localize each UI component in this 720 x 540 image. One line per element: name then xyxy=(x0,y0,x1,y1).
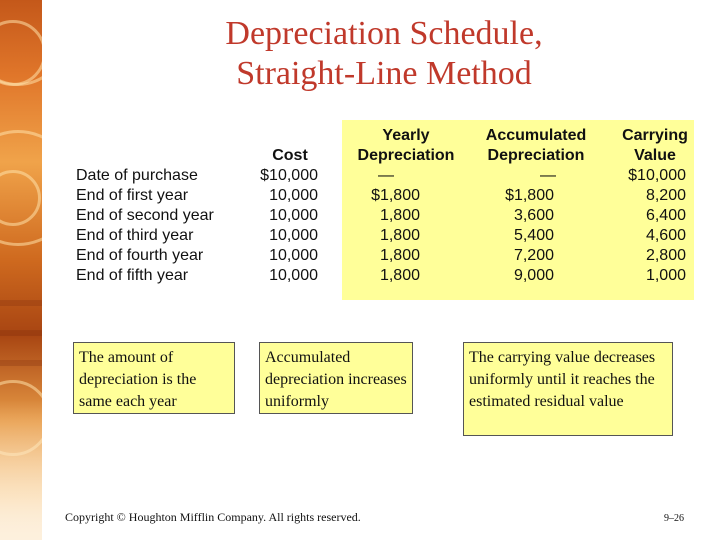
cell-yearly: 1,800 xyxy=(379,267,420,284)
header-accumulated-line-1: Accumulated xyxy=(485,127,587,144)
cell-cost: 10,000 xyxy=(269,247,318,264)
note-carrying-decrease: The carrying value decreases uniformly until it reaches the estimated residual value xyxy=(463,342,673,436)
cell-accumulated: — xyxy=(540,167,556,184)
cell-yearly: 1,800 xyxy=(379,247,420,264)
slide-title xyxy=(60,14,708,94)
cell-cost: 10,000 xyxy=(269,227,318,244)
cell-yearly: $1,800 xyxy=(371,187,420,204)
cell-carrying: 1,000 xyxy=(645,267,686,284)
cell-cost: 10,000 xyxy=(269,207,318,224)
cell-carrying: 2,800 xyxy=(645,247,686,264)
header-yearly-line-1: Yearly xyxy=(382,127,430,144)
title-line-2: Straight-Line Method xyxy=(236,55,532,92)
row-label: End of second year xyxy=(76,207,214,224)
cell-carrying: 8,200 xyxy=(645,187,686,204)
cell-carrying: $10,000 xyxy=(628,167,686,184)
cell-yearly: — xyxy=(378,167,394,184)
note-uniform-depreciation: The amount of depreciation is the same each year xyxy=(73,342,235,414)
cell-accumulated: $1,800 xyxy=(505,187,554,204)
cell-yearly: 1,800 xyxy=(379,227,420,244)
header-carrying-line-2: Value xyxy=(634,147,676,164)
row-label: End of third year xyxy=(76,227,194,244)
header-carrying-line-1: Carrying xyxy=(622,127,688,144)
row-label: End of first year xyxy=(76,187,189,204)
cell-accumulated: 5,400 xyxy=(513,227,554,244)
header-cost-line-2: Cost xyxy=(272,147,308,164)
footer-copyright: Copyright © Houghton Mifflin Company. All rights reserved. xyxy=(65,510,361,524)
cell-accumulated: 9,000 xyxy=(513,267,554,284)
cell-yearly: 1,800 xyxy=(379,207,420,224)
cell-accumulated: 3,600 xyxy=(513,207,554,224)
cell-cost: 10,000 xyxy=(269,187,318,204)
row-label: End of fourth year xyxy=(76,247,204,264)
header-yearly-line-2: Depreciation xyxy=(357,147,455,164)
row-label: End of fifth year xyxy=(76,267,189,284)
cell-accumulated: 7,200 xyxy=(513,247,554,264)
note-accumulated-increase: Accumulated depreciation increases uniformly xyxy=(259,342,413,414)
header-accumulated-line-2: Depreciation xyxy=(487,147,585,164)
cell-carrying: 4,600 xyxy=(645,227,686,244)
decorative-sidebar xyxy=(0,0,42,540)
page-number: 9–26 xyxy=(664,513,684,524)
title-line-1: Depreciation Schedule, xyxy=(225,15,543,52)
cell-carrying: 6,400 xyxy=(645,207,686,224)
row-label: Date of purchase xyxy=(76,167,198,184)
cell-cost: $10,000 xyxy=(260,167,318,184)
cell-cost: 10,000 xyxy=(269,267,318,284)
